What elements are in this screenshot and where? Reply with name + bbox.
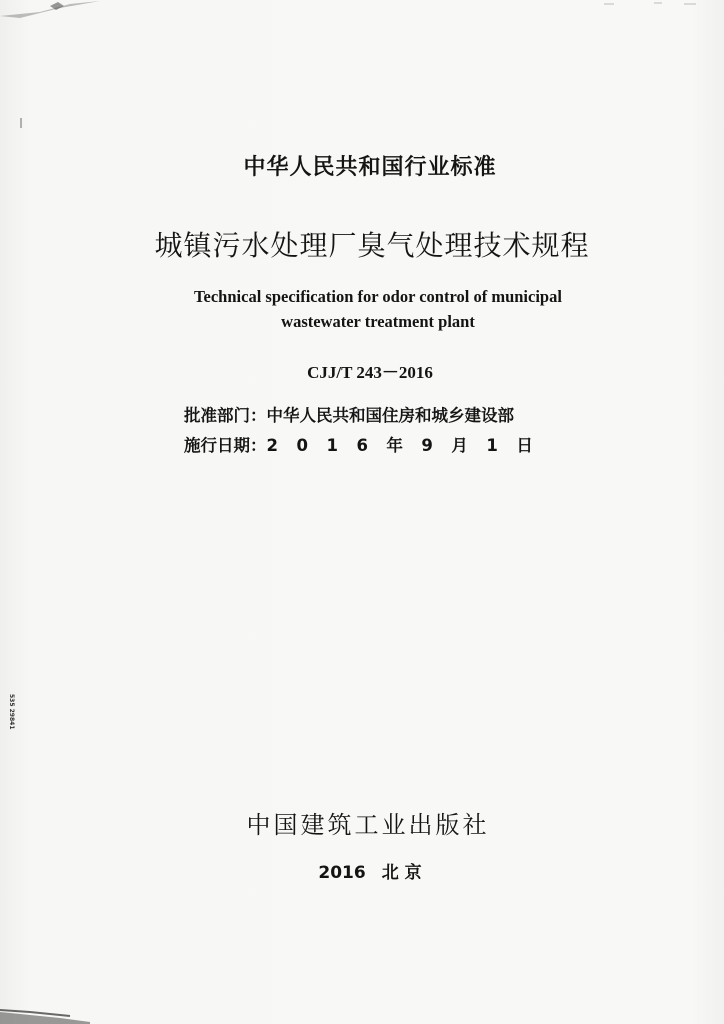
scan-tick-mark [20,118,22,128]
approval-label: 批准部门： [184,406,267,425]
scan-artifact-top-right [584,0,724,12]
approval-value: 中华人民共和国住房和城乡建设部 [266,406,514,425]
side-stamp-text: 535 29841 [8,694,15,730]
approval-authority-row [184,402,514,426]
imprint-line [8,858,724,883]
scan-artifact-bottom-left [0,1004,90,1024]
title-english-line-1: Technical specification for odor control of municipal [194,287,562,306]
publisher-name: 中国建筑工业出版社 [246,811,490,839]
document-title-chinese: 城镇污水处理厂臭气处理技术规程 [154,229,590,262]
effective-date-row [184,432,551,456]
imprint-year: 2016 [318,863,366,883]
standard-code: CJJ/T 243－2016 [307,363,433,382]
imprint-city: 北 京 [381,863,422,883]
scan-artifact-top-left [0,0,140,22]
standard-type-heading: 中华人民共和国行业标准 [243,155,497,180]
effective-date-label: 施行日期： [184,436,267,455]
side-library-stamp [3,690,17,760]
title-english-line-2: wastewater treatment plant [281,312,475,331]
effective-date-value: 2016年9月1日 [266,436,552,455]
document-title-english [16,284,724,334]
